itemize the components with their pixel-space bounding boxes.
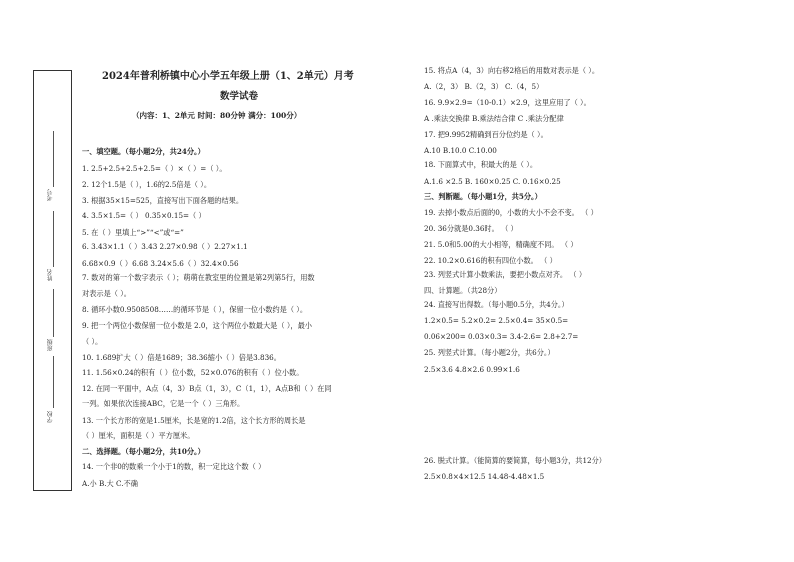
right-line-12: 21. 5.0和5.00的大小相等，精确度不同。 （ ） <box>424 240 578 249</box>
name-label: 姓名 <box>47 269 54 281</box>
right-line-5: 17. 把9.9952精确到百分位约是（ ）。 <box>424 130 548 139</box>
right-line-4: A .乘法交换律 B.乘法结合律 C .乘法分配律 <box>424 114 564 123</box>
left-line-6: 5. 在（ ）里填上“>”“<”或“=” <box>82 228 184 237</box>
left-line-16: 12. 在同一平面中，A点（4，3）B点（1，3），C（1，1），A点B和（ ）在同 <box>82 384 332 393</box>
class-line <box>53 289 54 337</box>
right-line-1: 15. 将点A（4，3）向右移2格后的用数对表示是（ ）。 <box>424 66 600 75</box>
left-line-4: 3. 根据35×15=525，直接写出下面各题的结果。 <box>82 196 244 205</box>
left-line-13: （ ）。 <box>82 337 103 346</box>
left-line-11: 8. 循环小数0.9508508……的循环节是（ ），保留一位小数约是（ ）。 <box>82 305 308 314</box>
left-line-21: 14. 一个非0的数乘一个小于1的数，积一定比这个数（ ） <box>82 462 266 471</box>
left-line-3: 2. 12个1.5是（ ），1.6的2.5倍是（ ）。 <box>82 180 212 189</box>
left-line-15: 11. 1.56×0.24的积有（ ）位小数，52×0.076的积有（ ）位小数。 <box>82 368 304 377</box>
left-line-19: （ ）厘米，面积是（ ）平方厘米。 <box>82 431 195 440</box>
left-line-1: 一、填空题。（每小题2分，共24分。） <box>82 147 205 156</box>
binding-box <box>33 70 72 491</box>
right-line-17: 1.2×0.5= 5.2×0.2= 2.5×0.4= 35×0.5= <box>424 316 569 325</box>
left-line-10: 对表示是（ ）。 <box>82 289 131 298</box>
name-line <box>53 211 54 267</box>
right-line-21: 26. 脱式计算。（能简算的要简算，每小题3分，共12分） <box>424 456 606 465</box>
right-line-22: 2.5×0.8×4×12.5 14.48-4.48×1.5 <box>424 472 545 481</box>
right-line-3: 16. 9.9×2.9=（10-0.1）×2.9，这里应用了（ ）。 <box>424 98 591 107</box>
right-line-9: 三、判断题。（每小题1分，共5分。） <box>424 192 542 201</box>
school-line <box>53 356 54 408</box>
left-line-12: 9. 把一个两位小数保留一位小数是 2.0，这个两位小数最大是（ ），最小 <box>82 321 312 330</box>
right-line-8: A.1.6 ×2.5 B. 160×0.25 C. 0.16×0.25 <box>424 177 561 186</box>
left-line-14: 10. 1.689扩大（ ）倍是1689；38.36缩小（ ）倍是3.836。 <box>82 353 281 362</box>
right-line-19: 25. 列竖式计算。（每小题2分，共6分。） <box>424 348 555 357</box>
right-line-7: 18. 下面算式中，积最大的是（ ）。 <box>424 160 538 169</box>
exam-no-line <box>53 131 54 187</box>
left-line-18: 13. 一个长方形的宽是1.5厘米，长是宽的1.2倍，这个长方形的周长是 <box>82 416 306 425</box>
right-line-18: 0.06×200= 0.03×0.3= 3.4-2.6= 2.8+2.7= <box>424 332 579 341</box>
left-line-7: 6. 3.43×1.1（ ）3.43 2.27×0.98（ ）2.27×1.1 <box>82 242 248 251</box>
left-line-9: 7. 数对的第一个数字表示（ ）；萌萌在教室里的位置是第2列第5行，用数 <box>82 273 315 282</box>
right-line-6: A.10 B.10.0 C.10.00 <box>424 146 497 155</box>
right-line-2: A.（2，3） B.（2，3） C.（4，5） <box>424 82 544 91</box>
right-line-10: 19. 去掉小数点后面的0，小数的大小不会不变。 （ ） <box>424 208 598 217</box>
left-line-5: 4. 3.5×1.5=（ ） 0.35×0.15=（ ） <box>82 211 206 220</box>
class-label: 班级 <box>47 339 54 351</box>
left-line-22: A.小 B.大 C.不确 <box>82 479 138 488</box>
left-line-8: 6.68×0.9（ ）6.68 3.24×5.6（ ）32.4×0.56 <box>82 259 239 268</box>
right-line-14: 23. 列竖式计算小数乘法，要把小数点对齐。 （ ） <box>424 270 587 279</box>
left-line-2: 1. 2.5+2.5+2.5+2.5=（ ）×（ ）=（ ）。 <box>82 164 227 173</box>
right-line-16: 24. 直接写出得数。（每小题0.5分，共4分。） <box>424 300 569 309</box>
exam-meta: （内容：1、2单元 时间：80分钟 满分：100分） <box>132 111 302 120</box>
exam-no-label: 考号 <box>47 189 54 201</box>
school-label: 学校 <box>47 411 54 423</box>
exam-title: 2024年普利桥镇中心小学五年级上册（1、2单元）月考 <box>102 71 354 82</box>
left-line-17: 一列。如果依次连接ABC，它是一个（ ）三角形。 <box>82 399 245 408</box>
right-line-15: 四、计算题。（共28分） <box>424 286 502 295</box>
left-line-20: 二、选择题。（每小题2分，共10分。） <box>82 447 205 456</box>
right-line-20: 2.5×3.6 4.8×2.6 0.99×1.6 <box>424 365 520 374</box>
right-line-13: 22. 10.2×0.616的积有四位小数。 （ ） <box>424 256 557 265</box>
exam-subtitle: 数学试卷 <box>220 91 259 102</box>
right-line-11: 20. 36分就是0.36时。 （ ） <box>424 224 518 233</box>
